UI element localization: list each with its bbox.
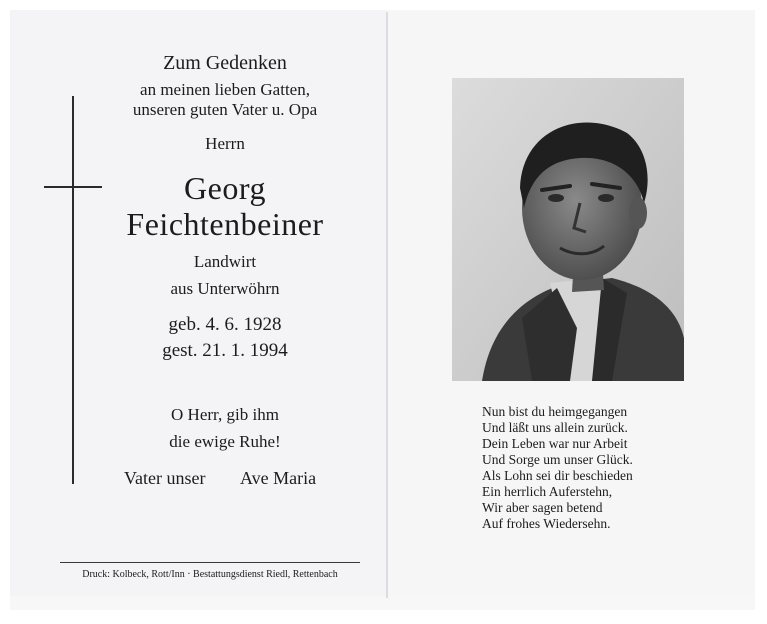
origin: aus Unterwöhrn xyxy=(170,279,280,298)
poem xyxy=(482,404,633,532)
prayer-line-2: die ewige Ruhe! xyxy=(169,432,281,451)
poem-line: Als Lohn sei dir beschieden xyxy=(482,468,633,483)
dedication-line-1: an meinen lieben Gatten, xyxy=(140,80,310,99)
fold-line xyxy=(386,12,388,598)
occupation: Landwirt xyxy=(193,252,257,271)
cross-vertical-bar xyxy=(72,96,74,484)
poem-line: Auf frohes Wiedersehn. xyxy=(482,516,611,531)
portrait-illustration xyxy=(452,78,684,381)
prayer-vater-unser: Vater unser xyxy=(124,468,206,488)
death-date: gest. 21. 1. 1994 xyxy=(162,340,288,361)
honorific: Herrn xyxy=(205,134,245,153)
poem-line: Dein Leben war nur Arbeit xyxy=(482,436,628,451)
poem-line: Ein herrlich Auferstehn, xyxy=(482,484,613,499)
dedication-line-2: unseren guten Vater u. Opa xyxy=(132,100,318,119)
poem-line: Und läßt uns allein zurück. xyxy=(482,420,628,435)
poem-line: Und Sorge um unser Glück. xyxy=(482,452,633,467)
intro-heading: Zum Gedenken xyxy=(163,52,287,74)
last-name: Feichtenbeiner xyxy=(126,206,324,242)
printer-credit: Druck: Kolbeck, Rott/Inn · Bestattungsdienst Riedl, Rettenbach xyxy=(82,569,338,580)
prayer-line-1: O Herr, gib ihm xyxy=(171,405,279,424)
printer-divider xyxy=(60,562,360,563)
poem-line: Wir aber sagen betend xyxy=(482,500,603,515)
prayer-ave-maria: Ave Maria xyxy=(240,468,317,488)
poem-line: Nun bist du heimgegangen xyxy=(482,404,628,419)
birth-date: geb. 4. 6. 1928 xyxy=(168,314,282,335)
cross-horizontal-bar xyxy=(44,186,102,188)
first-name: Georg xyxy=(184,170,266,206)
portrait-photo xyxy=(452,78,684,381)
